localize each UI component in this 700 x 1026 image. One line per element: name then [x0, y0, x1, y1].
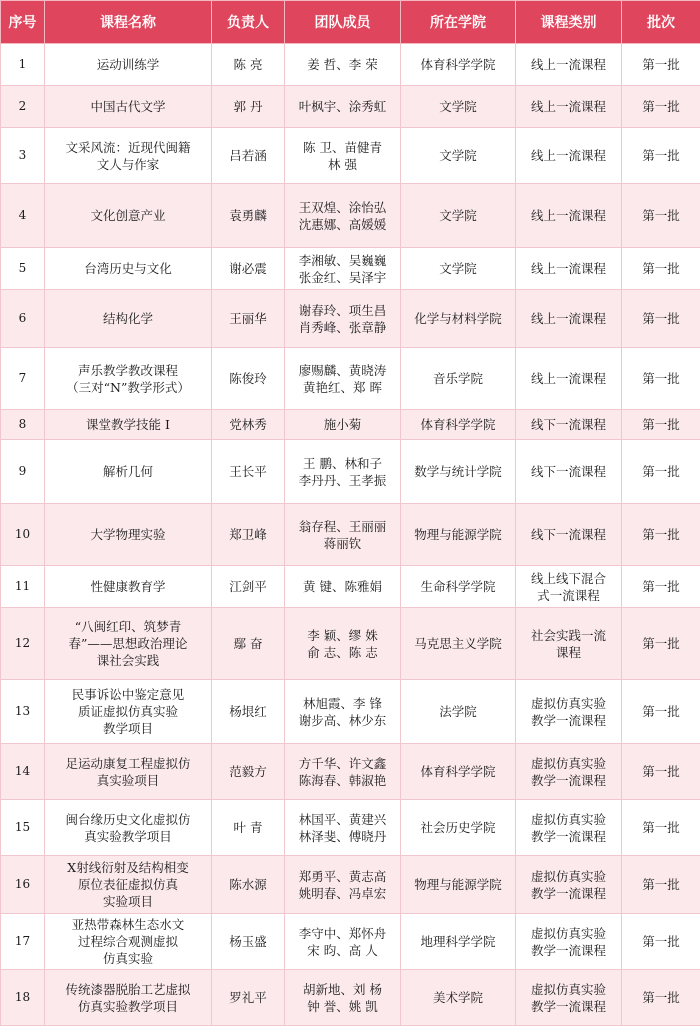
row-category: 线下一流课程	[516, 504, 622, 566]
row-category: 线下一流课程	[516, 410, 622, 440]
row-no: 14	[1, 744, 45, 800]
table-row	[1, 856, 700, 914]
row-college: 文学院	[401, 184, 516, 248]
row-college: 物理与能源学院	[401, 856, 516, 914]
row-course: 性健康教育学	[45, 566, 212, 608]
row-category: 虚拟仿真实验 教学一流课程	[516, 856, 622, 914]
row-batch: 第一批	[622, 566, 700, 608]
row-category: 线上线下混合 式一流课程	[516, 566, 622, 608]
table-row	[1, 86, 700, 128]
table-row	[1, 680, 700, 744]
row-team: 翁存程、王丽丽 蒋丽钦	[285, 504, 401, 566]
row-leader: 谢必震	[212, 248, 285, 290]
row-leader: 王丽华	[212, 290, 285, 348]
row-college: 体育科学学院	[401, 744, 516, 800]
row-course: 结构化学	[45, 290, 212, 348]
row-no: 7	[1, 348, 45, 410]
row-no: 17	[1, 914, 45, 970]
row-batch: 第一批	[622, 608, 700, 680]
table-body	[1, 44, 700, 1026]
row-leader: 杨玉盛	[212, 914, 285, 970]
row-category: 线上一流课程	[516, 128, 622, 184]
row-leader: 范毅方	[212, 744, 285, 800]
row-no: 8	[1, 410, 45, 440]
row-college: 物理与能源学院	[401, 504, 516, 566]
row-no: 16	[1, 856, 45, 914]
row-category: 社会实践一流 课程	[516, 608, 622, 680]
table-row	[1, 566, 700, 608]
row-category: 虚拟仿真实验 教学一流课程	[516, 800, 622, 856]
row-batch: 第一批	[622, 680, 700, 744]
row-team: 王双煌、涂怡弘 沈惠娜、高媛媛	[285, 184, 401, 248]
row-category: 虚拟仿真实验 教学一流课程	[516, 680, 622, 744]
row-leader: 郑卫峰	[212, 504, 285, 566]
row-college: 文学院	[401, 86, 516, 128]
row-category: 线上一流课程	[516, 86, 622, 128]
row-leader: 叶 青	[212, 800, 285, 856]
row-college: 数学与统计学院	[401, 440, 516, 504]
row-course: 中国古代文学	[45, 86, 212, 128]
row-batch: 第一批	[622, 800, 700, 856]
table-row	[1, 44, 700, 86]
table-row	[1, 410, 700, 440]
row-course: 民事诉讼中鉴定意见 质证虚拟仿真实验 教学项目	[45, 680, 212, 744]
header-row	[1, 1, 700, 44]
row-category: 线下一流课程	[516, 440, 622, 504]
row-category: 虚拟仿真实验 教学一流课程	[516, 914, 622, 970]
row-course: 课堂教学技能 I	[45, 410, 212, 440]
row-batch: 第一批	[622, 856, 700, 914]
row-no: 11	[1, 566, 45, 608]
row-college: 法学院	[401, 680, 516, 744]
row-no: 18	[1, 970, 45, 1026]
row-college: 体育科学学院	[401, 410, 516, 440]
table-row	[1, 970, 700, 1026]
row-course: 运动训练学	[45, 44, 212, 86]
row-team: 林旭霞、李 锋 谢步高、林少东	[285, 680, 401, 744]
row-college: 社会历史学院	[401, 800, 516, 856]
row-team: 林国平、黄建兴 林泽斐、傅晓丹	[285, 800, 401, 856]
table-row	[1, 504, 700, 566]
row-team: 陈 卫、苗健青 林 强	[285, 128, 401, 184]
row-batch: 第一批	[622, 348, 700, 410]
row-team: 李守中、郑怀舟 宋 昀、高 人	[285, 914, 401, 970]
row-batch: 第一批	[622, 184, 700, 248]
row-team: 王 鹏、林和子 李丹丹、王孝振	[285, 440, 401, 504]
row-team: 黄 键、陈雅娟	[285, 566, 401, 608]
header-team: 团队成员	[285, 1, 401, 44]
row-batch: 第一批	[622, 248, 700, 290]
row-no: 4	[1, 184, 45, 248]
table-row	[1, 290, 700, 348]
row-course: 足运动康复工程虚拟仿 真实验项目	[45, 744, 212, 800]
row-college: 马克思主义学院	[401, 608, 516, 680]
row-course: 文采风流：近现代闽籍 文人与作家	[45, 128, 212, 184]
row-leader: 党林秀	[212, 410, 285, 440]
row-team: 姜 哲、李 荣	[285, 44, 401, 86]
row-team: 谢春玲、项生昌 肖秀峰、张章静	[285, 290, 401, 348]
header-no: 序号	[1, 1, 45, 44]
row-category: 线上一流课程	[516, 290, 622, 348]
row-category: 线上一流课程	[516, 248, 622, 290]
header-leader: 负责人	[212, 1, 285, 44]
row-course: 传统漆器脱胎工艺虚拟 仿真实验教学项目	[45, 970, 212, 1026]
row-team: 郑勇平、黄志高 姚明春、冯卓宏	[285, 856, 401, 914]
row-college: 体育科学学院	[401, 44, 516, 86]
row-batch: 第一批	[622, 504, 700, 566]
table-row	[1, 128, 700, 184]
row-college: 化学与材料学院	[401, 290, 516, 348]
row-batch: 第一批	[622, 410, 700, 440]
row-team: 李湘敏、吴巍巍 张金红、吴泽宇	[285, 248, 401, 290]
row-team: 叶枫宇、涂秀虹	[285, 86, 401, 128]
row-course: 文化创意产业	[45, 184, 212, 248]
row-no: 5	[1, 248, 45, 290]
row-team: 胡新地、刘 杨 钟 誉、姚 凯	[285, 970, 401, 1026]
row-no: 12	[1, 608, 45, 680]
table-row	[1, 744, 700, 800]
row-no: 9	[1, 440, 45, 504]
row-leader: 袁勇麟	[212, 184, 285, 248]
row-team: 李 颖、缪 姝 俞 志、陈 志	[285, 608, 401, 680]
row-no: 1	[1, 44, 45, 86]
row-batch: 第一批	[622, 290, 700, 348]
row-no: 13	[1, 680, 45, 744]
row-leader: 鄢 奋	[212, 608, 285, 680]
row-college: 音乐学院	[401, 348, 516, 410]
table-row	[1, 248, 700, 290]
row-college: 文学院	[401, 248, 516, 290]
row-team: 方千华、许文鑫 陈海春、韩淑艳	[285, 744, 401, 800]
row-leader: 陈俊玲	[212, 348, 285, 410]
row-course: X射线衍射及结构相变 原位表征虚拟仿真 实验项目	[45, 856, 212, 914]
row-team: 廖赐麟、黄晓涛 黄艳红、郑 晖	[285, 348, 401, 410]
row-batch: 第一批	[622, 128, 700, 184]
row-college: 文学院	[401, 128, 516, 184]
row-no: 2	[1, 86, 45, 128]
row-batch: 第一批	[622, 440, 700, 504]
row-no: 6	[1, 290, 45, 348]
row-no: 10	[1, 504, 45, 566]
row-course: 台湾历史与文化	[45, 248, 212, 290]
row-college: 地理科学学院	[401, 914, 516, 970]
row-category: 线上一流课程	[516, 184, 622, 248]
row-category: 虚拟仿真实验 教学一流课程	[516, 970, 622, 1026]
row-course: 亚热带森林生态水文 过程综合观测虚拟 仿真实验	[45, 914, 212, 970]
row-team: 施小菊	[285, 410, 401, 440]
table-row	[1, 184, 700, 248]
row-course: “八闽红印、筑梦青 春”——思想政治理论 课社会实践	[45, 608, 212, 680]
table-row	[1, 914, 700, 970]
table-row	[1, 348, 700, 410]
row-leader: 陈水源	[212, 856, 285, 914]
row-leader: 杨垠红	[212, 680, 285, 744]
row-batch: 第一批	[622, 914, 700, 970]
header-batch: 批次	[622, 1, 700, 44]
row-category: 线上一流课程	[516, 44, 622, 86]
row-leader: 吕若涵	[212, 128, 285, 184]
row-course: 声乐教学教改课程 （三对“N”教学形式）	[45, 348, 212, 410]
row-college: 生命科学学院	[401, 566, 516, 608]
row-batch: 第一批	[622, 86, 700, 128]
header-category: 课程类别	[516, 1, 622, 44]
row-college: 美术学院	[401, 970, 516, 1026]
header-college: 所在学院	[401, 1, 516, 44]
row-course: 大学物理实验	[45, 504, 212, 566]
row-batch: 第一批	[622, 44, 700, 86]
row-course: 解析几何	[45, 440, 212, 504]
row-leader: 陈 亮	[212, 44, 285, 86]
row-batch: 第一批	[622, 744, 700, 800]
table-row	[1, 800, 700, 856]
row-batch: 第一批	[622, 970, 700, 1026]
row-leader: 郭 丹	[212, 86, 285, 128]
table-row	[1, 440, 700, 504]
row-course: 闽台缘历史文化虚拟仿 真实验教学项目	[45, 800, 212, 856]
row-leader: 江剑平	[212, 566, 285, 608]
row-no: 3	[1, 128, 45, 184]
row-leader: 罗礼平	[212, 970, 285, 1026]
table-row	[1, 608, 700, 680]
row-leader: 王长平	[212, 440, 285, 504]
row-category: 线上一流课程	[516, 348, 622, 410]
row-category: 虚拟仿真实验 教学一流课程	[516, 744, 622, 800]
header-course: 课程名称	[45, 1, 212, 44]
row-no: 15	[1, 800, 45, 856]
